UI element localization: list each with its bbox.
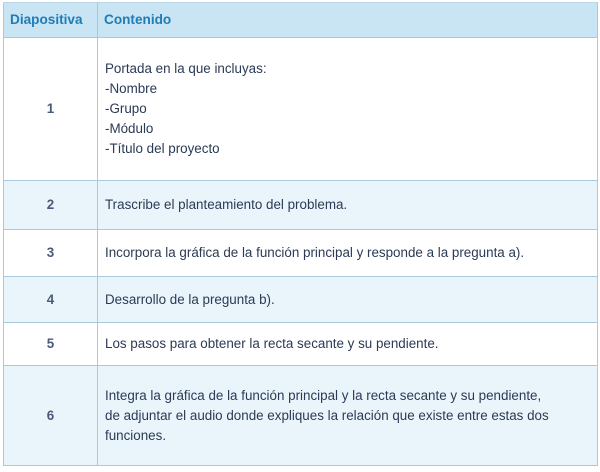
table-row	[4, 366, 598, 466]
slide-number: 4	[4, 277, 98, 323]
slide-number: 6	[4, 366, 98, 466]
content-line: de adjuntar el audio donde expliques la relación que existe entre estas dos	[105, 407, 549, 423]
slide-content: Trascribe el planteamiento del problema.	[98, 181, 598, 230]
header-contenido: Contenido	[98, 3, 598, 38]
table-row	[4, 323, 598, 366]
slides-content-table	[3, 2, 598, 466]
header-diapositiva: Diapositiva	[4, 3, 98, 38]
table-row	[4, 277, 598, 323]
content-line: -Módulo	[105, 121, 154, 136]
slide-number: 5	[4, 323, 98, 366]
content-line: -Grupo	[105, 101, 147, 116]
slide-number: 2	[4, 181, 98, 230]
content-line: -Título del proyecto	[105, 141, 220, 156]
content-line: Portada en la que incluyas:	[105, 61, 267, 76]
slides-content-table-wrapper	[3, 2, 597, 469]
content-line: Integra la gráfica de la función principal y la recta secante y su pendiente,	[105, 387, 542, 403]
content-line: -Nombre	[105, 81, 158, 96]
slide-content	[98, 366, 598, 466]
slide-content: Los pasos para obtener la recta secante y su pendiente.	[98, 323, 598, 366]
slide-content	[98, 38, 598, 181]
slide-content: Desarrollo de la pregunta b).	[98, 277, 598, 323]
content-line: funciones.	[105, 427, 167, 443]
table-row	[4, 38, 598, 181]
table-row	[4, 230, 598, 277]
table-header-row	[4, 3, 598, 38]
table-row	[4, 181, 598, 230]
slide-content: Incorpora la gráfica de la función principal y responde a la pregunta a).	[98, 230, 598, 277]
slide-number: 1	[4, 38, 98, 181]
slide-number: 3	[4, 230, 98, 277]
